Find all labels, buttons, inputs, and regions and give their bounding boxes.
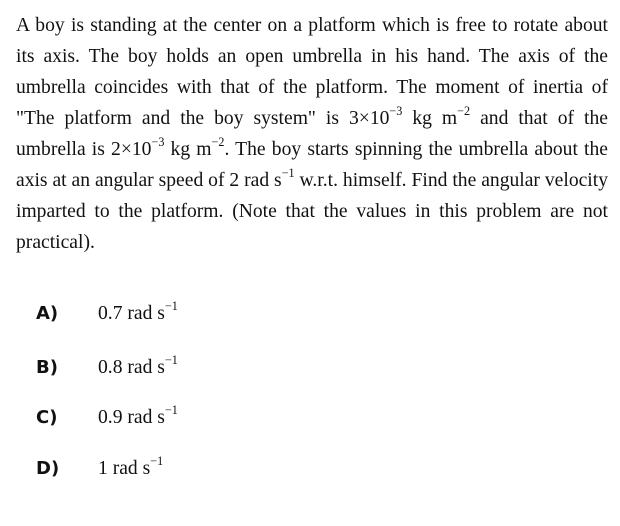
exponent: −1 xyxy=(150,454,164,469)
question-segment: and that of the umbrella is 2×10 xyxy=(16,108,608,160)
option-letter: C) xyxy=(36,407,58,428)
option-value-text: 1 rad s xyxy=(98,458,151,479)
option-value-text: 0.9 rad s xyxy=(98,407,165,428)
option-letter: D) xyxy=(36,458,60,479)
option-c[interactable] xyxy=(36,403,576,458)
exponent: −3 xyxy=(389,104,403,119)
exponent: −1 xyxy=(164,299,178,314)
option-value-text: 0.7 rad s xyxy=(98,303,165,324)
exponent: −1 xyxy=(164,403,178,418)
question-segment: w.r.t. himself. Find the angular velocity imparted to the platform. (Note that the values in this problem are not practical). xyxy=(16,170,608,253)
question-text xyxy=(16,10,608,258)
question-segment: kg m xyxy=(164,139,212,160)
question-segment: . The boy starts spinning the umbrella about the axis at an angular speed of 2 rad s xyxy=(16,139,608,191)
option-b[interactable] xyxy=(36,353,576,407)
question-segment: kg m xyxy=(402,108,458,129)
option-d[interactable] xyxy=(36,454,576,512)
exponent: −2 xyxy=(211,135,225,150)
option-value xyxy=(98,299,178,325)
option-value xyxy=(98,454,164,480)
option-value xyxy=(98,403,178,429)
exponent: −1 xyxy=(281,166,295,181)
exponent: −1 xyxy=(164,353,178,368)
option-letter: A) xyxy=(36,303,59,324)
exponent: −2 xyxy=(457,104,471,119)
exponent: −3 xyxy=(151,135,165,150)
option-value-text: 0.8 rad s xyxy=(98,357,165,378)
option-letter: B) xyxy=(36,357,58,378)
answer-options xyxy=(36,299,576,512)
question-segment: A boy is standing at the center on a platform which is free to rotate about its axis. The boy holds an open umbrella in his hand. The axis of the umbrella coincides with that of the platform. The moment of inertia of "The platform and the boy system" is 3×10 xyxy=(16,15,608,129)
option-a[interactable] xyxy=(36,299,576,357)
option-value xyxy=(98,353,178,379)
